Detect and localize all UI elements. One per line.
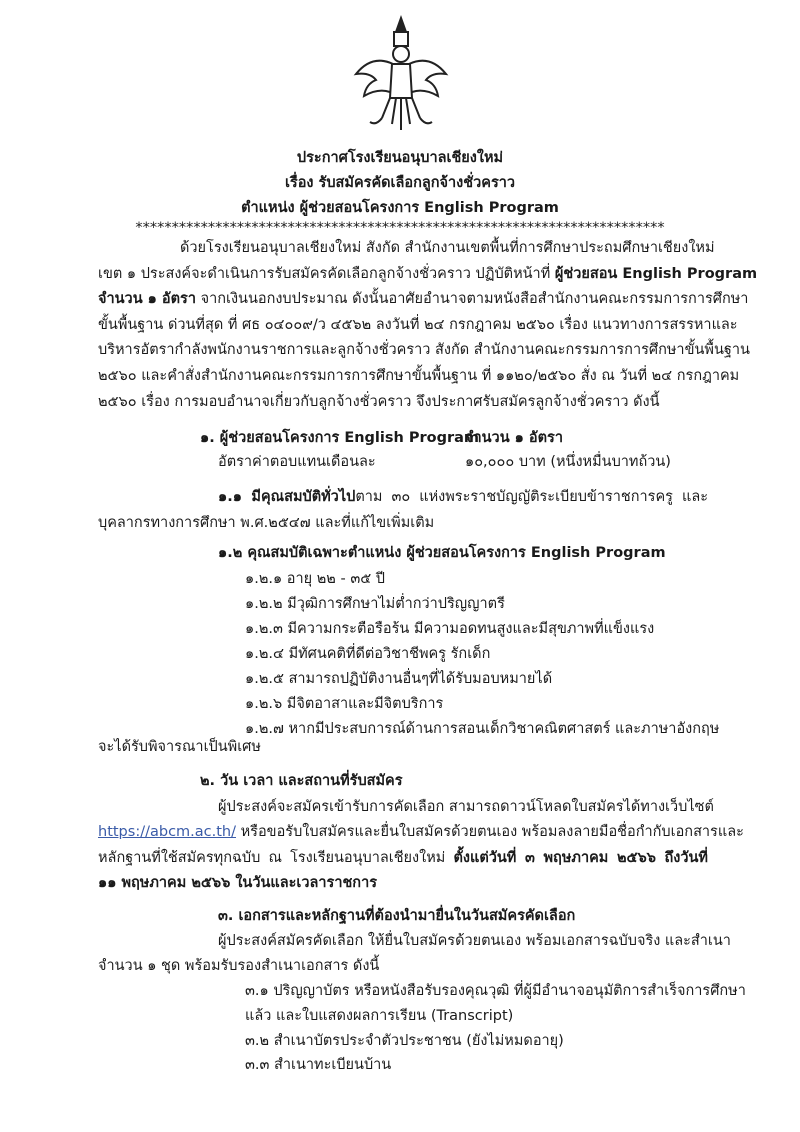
text-segment: ผู้ประสงค์จะสมัครเข้ารับการคัดเลือก สามารถดาวน์โหลดใบสมัครได้ทางเว็บไซต์ <box>218 799 714 815</box>
text-segment: ๑.๒.๓ มีความกระตือรือร้น มีความอดทนสูงและมีสุขภาพที่แข็งแรง <box>245 621 655 637</box>
text-segment: จำนวน ๑ ชุด พร้อมรับรองสำเนาเอกสาร ดังนี้ <box>98 958 380 974</box>
text-line <box>98 513 434 533</box>
text-line <box>245 1055 391 1075</box>
text-line <box>465 452 671 472</box>
text-segment: หรือขอรับใบสมัครและยื่นใบสมัครด้วยตนเอง พร้อมลงลายมือชื่อกำกับเอกสารและ <box>236 824 744 840</box>
text-line <box>245 594 505 614</box>
text-segment: แล้ว และใบแสดงผลการเรียน (Transcript) <box>245 1008 514 1024</box>
text-line <box>98 315 738 335</box>
text-segment: เขต ๑ ประสงค์จะดำเนินการรับสมัครคัดเลือกลูกจ้างชั่วคราว ปฏิบัติหน้าที่ <box>98 266 555 282</box>
document-title <box>0 148 800 168</box>
text-segment: ๑.๒.๗ หากมีประสบการณ์ด้านการสอนเด็กวิชาคณิตศาสตร์ และภาษาอังกฤษ <box>245 721 720 737</box>
text-segment: ด้วยโรงเรียนอนุบาลเชียงใหม่ สังกัด สำนักงานเขตพื้นที่การศึกษาประถมศึกษาเชียงใหม่ <box>180 240 715 256</box>
text-line <box>180 238 715 258</box>
text-segment: ผู้ประสงค์สมัครคัดเลือก ให้ยื่นใบสมัครด้วยตนเอง พร้อมเอกสารฉบับจริง และสำเนา <box>218 933 731 949</box>
text-segment: ๑.๒.๖ มีจิตอาสาและมีจิตบริการ <box>245 696 444 712</box>
text-line <box>98 956 379 976</box>
text-line <box>98 366 740 386</box>
text-line <box>245 619 654 639</box>
text-segment: ๑๐,๐๐๐ บาท (หนึ่งหมื่นบาทถ้วน) <box>465 454 671 470</box>
text-segment: ๒๕๖๐ และคำสั่งสำนักงานคณะกรรมการการศึกษาขั้นพื้นฐาน ที่ ๑๑๒๐/๒๕๖๐ สั่ง ณ วันที่ ๒๔ กรกฎาคม <box>98 368 740 384</box>
text-line <box>245 569 385 589</box>
text-segment: ประกาศโรงเรียนอนุบาลเชียงใหม่ <box>296 150 504 166</box>
text-line <box>98 737 261 757</box>
text-segment: ๑๑ พฤษภาคม ๒๕๖๖ ในวันและเวลาราชการ <box>98 875 378 891</box>
text-segment: จำนวน ๑ อัตรา <box>465 430 563 446</box>
text-line <box>0 173 800 193</box>
website-link[interactable]: https://abcm.ac.th/ <box>98 824 236 840</box>
text-line <box>245 719 719 739</box>
text-line <box>200 428 479 448</box>
text-line <box>98 392 660 412</box>
text-segment: จำนวน ๑ อัตรา <box>98 291 196 307</box>
text-line <box>218 906 575 926</box>
text-line <box>98 822 744 842</box>
text-segment: ๒. วัน เวลา และสถานที่รับสมัคร <box>200 773 403 789</box>
text-line <box>218 797 714 817</box>
text-segment: ๓.๑ ปริญญาบัตร หรือหนังสือรับรองคุณวุฒิ ที่ผู้มีอำนาจอนุมัติการสำเร็จการศึกษา <box>245 983 746 999</box>
text-line <box>218 487 708 507</box>
garuda-emblem-icon <box>352 14 450 134</box>
text-line <box>0 198 800 218</box>
text-segment: ๑.๑ มีคุณสมบัติทั่วไป <box>218 489 356 505</box>
text-segment: ************************************************************************* <box>135 220 665 236</box>
text-line <box>245 981 746 1001</box>
text-line <box>200 771 403 791</box>
text-segment: อัตราค่าตอบแทนเดือนละ <box>218 454 376 470</box>
text-segment: ๑.๒ คุณสมบัติเฉพาะตำแหน่ง ผู้ช่วยสอนโครงการ English Program <box>218 545 666 561</box>
text-segment: ๓. เอกสารและหลักฐานที่ต้องนำมายื่นในวันสมัครคัดเลือก <box>218 908 576 924</box>
text-segment: ๑.๒.๔ มีทัศนคติที่ดีต่อวิชาชีพครู รักเด็ก <box>245 646 491 662</box>
text-segment: เรื่อง รับสมัครคัดเลือกลูกจ้างชั่วคราว <box>284 175 516 191</box>
text-segment: ๓.๓ สำเนาทะเบียนบ้าน <box>245 1057 392 1073</box>
text-segment: ๑.๒.๒ มีวุฒิการศึกษาไม่ต่ำกว่าปริญญาตรี <box>245 596 505 612</box>
text-segment: ๑.๒.๑ อายุ ๒๒ - ๓๕ ปี <box>245 571 386 587</box>
text-line <box>218 931 731 951</box>
text-segment: ผู้ช่วยสอน English Program <box>554 266 758 282</box>
text-segment: ตั้งแต่วันที่ ๓ พฤษภาคม ๒๕๖๖ ถึงวันที่ <box>453 850 708 866</box>
text-segment: ตำแหน่ง ผู้ช่วยสอนโครงการ English Program <box>241 200 559 216</box>
text-line <box>98 848 708 868</box>
text-line <box>98 873 377 893</box>
text-line <box>218 452 376 472</box>
text-segment: จากเงินนอกงบประมาณ ดังนั้นอาศัยอำนาจตามหนังสือสำนักงานคณะกรรมการการศึกษา <box>195 291 749 307</box>
text-segment: ๑.๒.๕ สามารถปฏิบัติงานอื่นๆที่ได้รับมอบหมายได้ <box>245 671 553 687</box>
text-line <box>245 694 443 714</box>
text-line <box>245 644 490 664</box>
text-segment: บริหารอัตรากำลังพนักงานราชการและลูกจ้างชั่วคราว สังกัด สำนักงานคณะกรรมการการศึกษาขั้นพื้นฐาน <box>98 342 750 358</box>
text-line <box>98 289 749 309</box>
text-segment: ๒๕๖๐ เรื่อง การมอบอำนาจเกี่ยวกับลูกจ้างชั่วคราว จึงประกาศรับสมัครลูกจ้างชั่วคราว ดังนี้ <box>98 394 660 410</box>
text-line <box>465 428 563 448</box>
text-segment: หลักฐานที่ใช้สมัครทุกฉบับ ณ โรงเรียนอนุบาลเชียงใหม่ <box>98 850 454 866</box>
text-segment: จะได้รับพิจารณาเป็นพิเศษ <box>98 739 261 755</box>
text-line <box>245 669 552 689</box>
text-line <box>245 1031 564 1051</box>
text-segment: ๑. ผู้ช่วยสอนโครงการ English Program <box>200 430 480 446</box>
text-segment: ขั้นพื้นฐาน ด่วนที่สุด ที่ ศธ ๐๔๐๐๙/ว ๔๕๖๒ ลงวันที่ ๒๔ กรกฎาคม ๒๕๖๐ เรื่อง แนวทางการสรรหาและ <box>98 317 738 333</box>
text-line <box>218 543 666 563</box>
text-segment: ตาม ๓๐ แห่งพระราชบัญญัติระเบียบข้าราชการครู และ <box>355 489 708 505</box>
text-segment: ๓.๒ สำเนาบัตรประจำตัวประชาชน (ยังไม่หมดอายุ) <box>245 1033 564 1049</box>
text-line <box>245 1006 513 1026</box>
text-line <box>98 340 750 360</box>
text-line <box>98 264 758 284</box>
text-segment: บุคลากรทางการศึกษา พ.ศ.๒๕๔๗ และที่แก้ไขเพิ่มเติม <box>98 515 435 531</box>
text-line <box>0 218 800 238</box>
